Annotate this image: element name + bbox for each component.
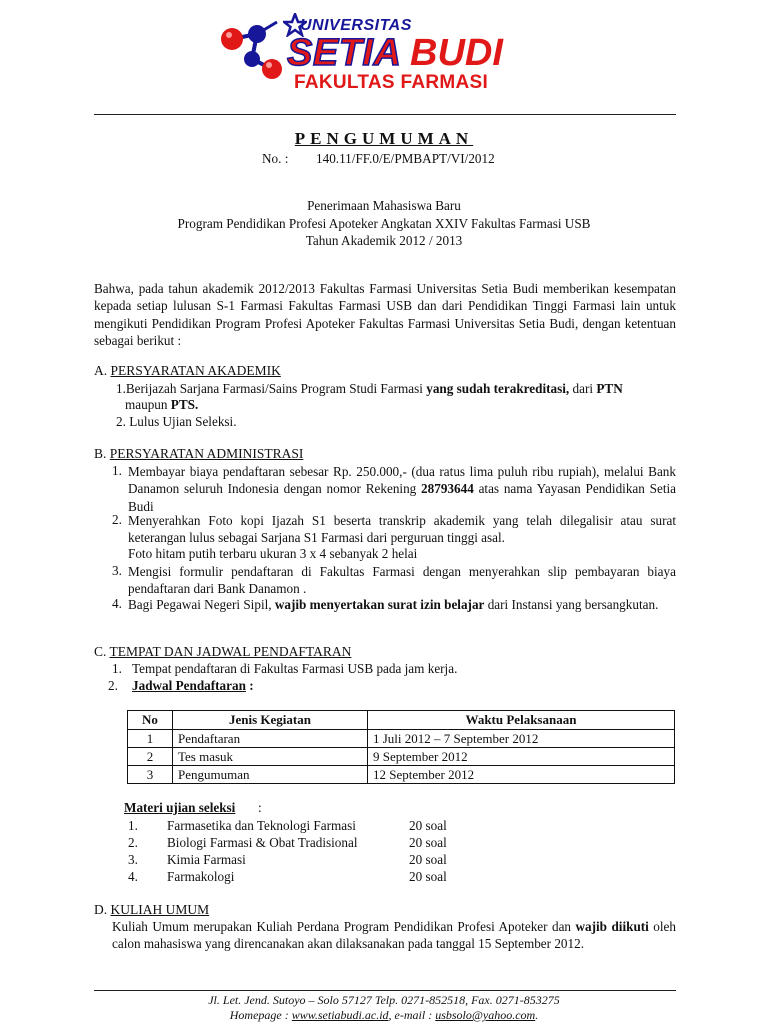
section-b-item-1	[128, 463, 676, 515]
section-a-heading	[94, 363, 281, 379]
section-a-letter: A.	[94, 363, 108, 378]
item-text: oleh calon mahasiswa yang direncanakan akan dilaksanakan pada tanggal 15 September 2012.	[112, 919, 676, 952]
faculty-name: FAKULTAS FARMASI	[294, 72, 489, 93]
email-link[interactable]: usbsolo@yahoo.com	[435, 1008, 536, 1022]
section-b-item-2-num: 2.	[112, 512, 122, 527]
row-no: 3	[128, 766, 173, 784]
item-text: Bagi Pegawai Negeri Sipil,	[128, 597, 275, 612]
section-c-heading	[94, 644, 351, 660]
section-a-item-1-line-2	[125, 397, 198, 413]
footer-address: Jl. Let. Jend. Sutoyo – Solo 57127 Telp. 0271-852518, Fax. 0271-853275	[208, 993, 560, 1007]
material-name: Biologi Farmasi & Obat Tradisional	[167, 835, 358, 850]
section-c-item-1-num: 1.	[112, 661, 122, 676]
schedule-colon: :	[245, 678, 254, 693]
item-bold: PTS.	[170, 397, 199, 412]
item-text: atas nama Yayasan Pendidikan Setia Budi	[128, 481, 677, 514]
materials-label: Materi ujian seleksi	[124, 800, 236, 815]
item-bold: PTN	[596, 381, 623, 396]
section-a-item-2: 2. Lulus Ujian Seleksi.	[116, 414, 237, 429]
section-b-item-4	[128, 596, 676, 613]
row-activity: Tes masuk	[173, 748, 368, 766]
item-bold: yang sudah terakreditasi,	[426, 381, 570, 396]
row-time: 12 September 2012	[368, 766, 675, 784]
section-b-item-2: Menyerahkan Foto kopi Ijazah S1 beserta transkrip akademik yang telah dilegalisir atau surat keterangan lulus sebagai Sarjana S1 Farmasi dari perguruan tinggi asal.	[128, 513, 676, 546]
university-name-setia: SETIA	[287, 32, 402, 74]
material-count: 20 soal	[409, 852, 447, 867]
subtitle-line-3: Tahun Akademik 2012 / 2013	[305, 233, 463, 248]
section-b-letter: B.	[94, 446, 107, 461]
exam-materials-colon: :	[258, 800, 262, 815]
section-d-letter: D.	[94, 902, 108, 917]
material-num: 4.	[128, 869, 138, 884]
footer-end: .	[535, 1008, 539, 1022]
section-a-title: PERSYARATAN AKADEMIK	[110, 363, 281, 378]
table-header-row	[128, 711, 675, 730]
item-text: 1.Berijazah Sarjana Farmasi/Sains Program Studi Farmasi	[116, 381, 427, 396]
university-label: UNIVERSITAS	[300, 17, 412, 34]
material-name: Kimia Farmasi	[167, 852, 246, 867]
material-num: 3.	[128, 852, 138, 867]
table-row	[128, 748, 675, 766]
section-b-item-1-num: 1.	[112, 463, 122, 478]
material-name: Farmasetika dan Teknologi Farmasi	[167, 818, 356, 833]
row-time: 1 Juli 2012 – 7 September 2012	[368, 730, 675, 748]
material-count: 20 soal	[409, 818, 447, 833]
item-text: Membayar biaya pendaftaran sebesar Rp. 250.000,- (dua ratus lima puluh ribu rupiah), melalui Bank Danamon seluruh Indonesia dengan nomor Rekening	[128, 464, 676, 497]
row-activity: Pendaftaran	[173, 730, 368, 748]
section-b-item-3: Mengisi formulir pendaftaran di Fakultas Farmasi dengan menyerahkan slip pembayaran biaya pendaftaran dari Bank Danamon .	[128, 564, 676, 597]
section-a-item-1	[116, 381, 676, 397]
section-d-title: KULIAH UMUM	[110, 902, 210, 917]
section-b-item-3-num: 3.	[112, 563, 122, 578]
exam-materials-title	[124, 800, 235, 816]
university-name-budi: BUDI	[410, 32, 503, 74]
row-no: 2	[128, 748, 173, 766]
material-num: 1.	[128, 818, 138, 833]
section-b-item-4-num: 4.	[112, 596, 122, 611]
table-row	[128, 766, 675, 784]
footer-contact	[0, 1008, 768, 1023]
header-activity: Jenis Kegiatan	[173, 711, 368, 730]
section-d-text	[112, 918, 676, 953]
section-c-letter: C.	[94, 644, 107, 659]
row-time: 9 September 2012	[368, 748, 675, 766]
section-c-item-2	[132, 678, 254, 694]
announcement-title: PENGUMUMAN	[294, 129, 474, 148]
number-value: 140.11/FF.0/E/PMBAPT/VI/2012	[316, 151, 495, 166]
footer-divider	[94, 990, 676, 991]
subtitle-line-1: Penerimaan Mahasiswa Baru	[307, 198, 461, 213]
item-text: dari Instansi yang bersangkutan.	[484, 597, 659, 612]
item-text: dari	[569, 381, 597, 396]
material-count: 20 soal	[409, 835, 447, 850]
number-label: No. :	[262, 151, 289, 166]
section-c-item-2-num: 2.	[108, 678, 118, 693]
subtitle-line-2: Program Pendidikan Profesi Apoteker Angkatan XXIV Fakultas Farmasi USB	[177, 216, 591, 231]
table-row	[128, 730, 675, 748]
section-b-title: PERSYARATAN ADMINISTRASI	[109, 446, 304, 461]
section-b-heading	[94, 446, 303, 462]
item-text: maupun	[125, 397, 171, 412]
section-c-title: TEMPAT DAN JADWAL PENDAFTARAN	[109, 644, 352, 659]
material-num: 2.	[128, 835, 138, 850]
intro-paragraph: Bahwa, pada tahun akademik 2012/2013 Fakultas Farmasi Universitas Setia Budi memberikan kesempatan kepada setiap lulusan S-1 Farmasi Fakultas Farmasi USB dan dari Pendidikan Tinggi Farmasi lain untuk mengikuti Pendidikan Program Profesi Apoteker Fakultas Farmasi Universitas Setia Budi, dengan ketentuan sebagai berikut :	[94, 281, 676, 348]
homepage-label: Homepage :	[229, 1008, 292, 1022]
section-c-item-1: Tempat pendaftaran di Fakultas Farmasi USB pada jam kerja.	[132, 661, 458, 676]
header-divider	[94, 114, 676, 115]
account-number: 28793644	[421, 481, 474, 497]
homepage-link[interactable]: www.setiabudi.ac.id	[291, 1008, 389, 1022]
row-no: 1	[128, 730, 173, 748]
material-count: 20 soal	[409, 869, 447, 884]
header-no: No	[128, 711, 173, 730]
schedule-table	[127, 710, 675, 784]
header-time: Waktu Pelaksanaan	[368, 711, 675, 730]
item-text: Kuliah Umum merupakan Kuliah Perdana Program Pendidikan Profesi Apoteker dan	[112, 919, 576, 934]
schedule-label: Jadwal Pendaftaran	[132, 678, 246, 693]
section-b-item-2-photo: Foto hitam putih terbaru ukuran 3 x 4 sebanyak 2 helai	[128, 546, 418, 561]
item-bold: wajib menyertakan surat izin belajar	[274, 597, 485, 612]
item-bold: wajib diikuti	[575, 919, 649, 934]
university-logo-icon	[212, 14, 292, 84]
section-d-heading	[94, 902, 209, 918]
row-activity: Pengumuman	[173, 766, 368, 784]
email-label: , e-mail :	[388, 1008, 436, 1022]
material-name: Farmakologi	[167, 869, 235, 884]
